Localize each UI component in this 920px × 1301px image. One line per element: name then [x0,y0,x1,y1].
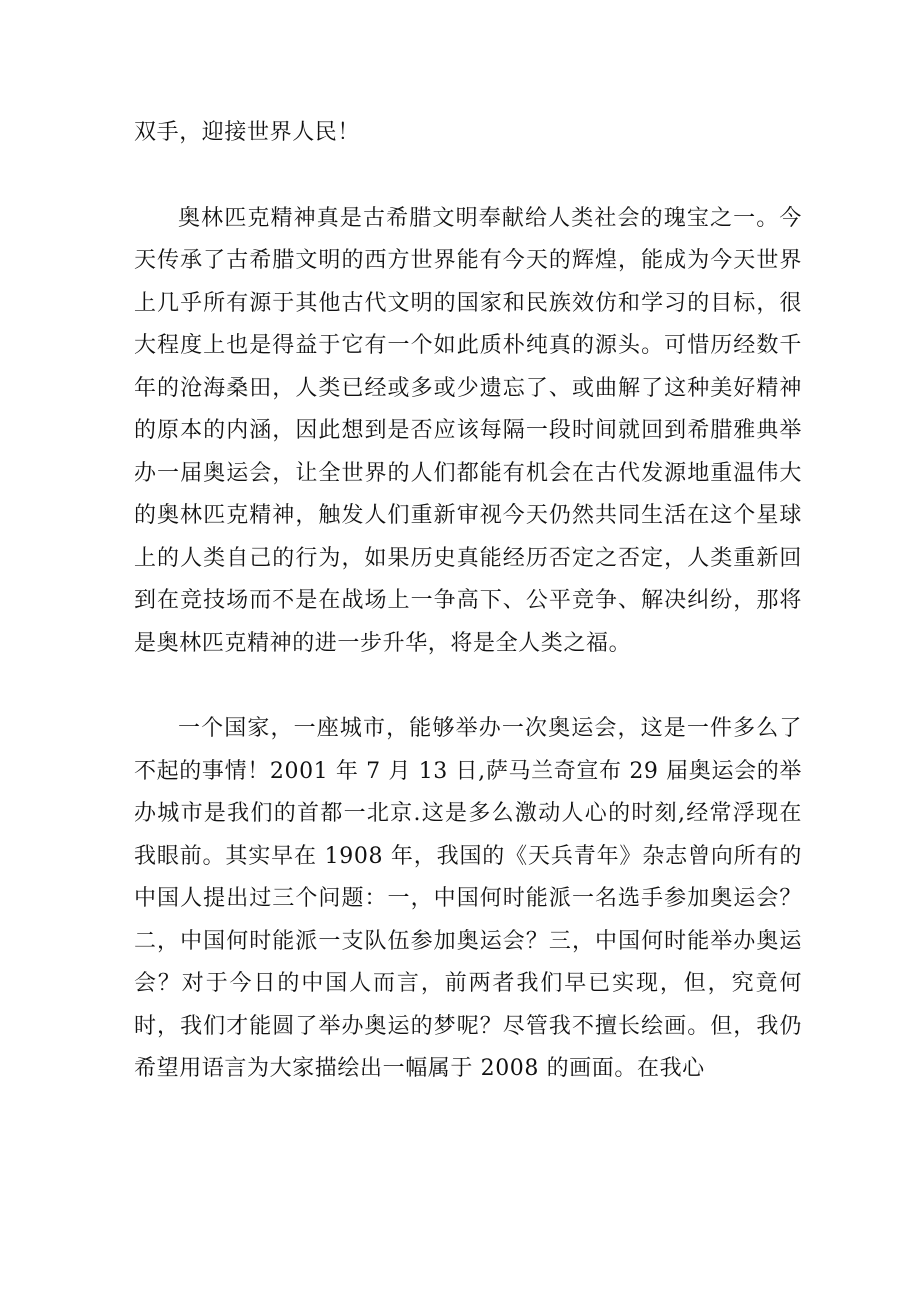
paragraph-olympic-spirit: 奥林匹克精神真是古希腊文明奉献给人类社会的瑰宝之一。今天传承了古希腊文明的西方世界能有今天的辉煌，能成为今天世界上几乎所有源于其他古代文明的国家和民族效仿和学习的目标，很大程度上也是得益于它有一个如此质朴纯真的源头。可惜历经数千年的沧海桑田，人类已经或多或少遗忘了、或曲解了这种美好精神的原本的内涵，因此想到是否应该每隔一段时间就回到希腊雅典举办一届奥运会，让全世界的人们都能有机会在古代发源地重温伟大的奥林匹克精神，触发人们重新审视今天仍然共同生活在这个星球上的人类自己的行为，如果历史真能经历否定之否定，人类重新回到在竞技场而不是在战场上一争高下、公平竞争、解决纠纷，那将是奥林匹克精神的进一步升华，将是全人类之福。 [134,205,802,656]
paragraph-continuation: 双手，迎接世界人民！ [134,120,361,145]
paragraph-beijing-olympics: 一个国家，一座城市，能够举办一次奥运会，这是一件多么了不起的事情！2001 年 7 月 13 日,萨马兰奇宣布 29 届奥运会的举办城市是我们的首都一北京.这是多么激动人心的时刻,经常浮现在我眼前。其实早在 1908 年，我国的《天兵青年》杂志曾向所有的中国人提出过三个问题：一，中国何时能派一名选手参加奥运会？二，中国何时能派一支队伍参加奥运会？三，中国何时能举办奥运会？对于今日的中国人而言，前两者我们早已实现，但，究竟何时，我们才能圆了举办奥运的梦呢？尽管我不擅长绘画。但，我仍希望用语言为大家描绘出一幅属于 2008 的画面。在我心 [134,716,802,1081]
paragraph-gap [134,155,802,198]
paragraph-gap [134,665,802,708]
document-body [134,112,802,1091]
